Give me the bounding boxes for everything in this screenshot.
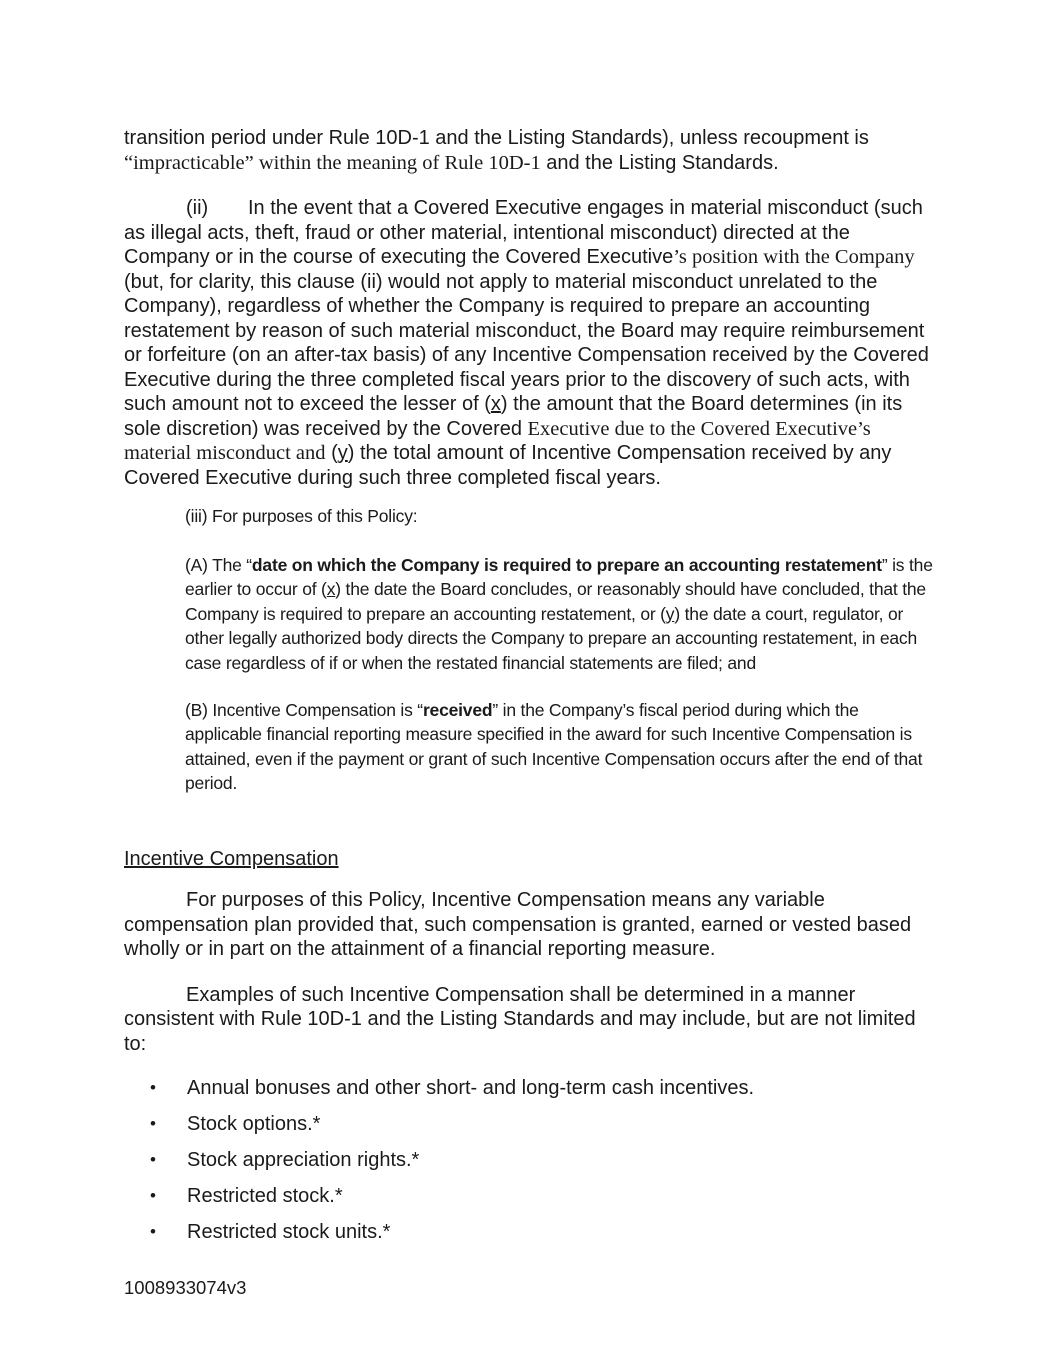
paragraph-for-purposes (124, 888, 931, 962)
text-run: ( (325, 442, 338, 464)
text-run: Incentive Compensation (124, 847, 339, 870)
text-run: “impracticable” within the meaning of Rule 10D-1 (124, 151, 541, 174)
text-run: received (422, 699, 493, 720)
text-run: ) the date a court, regulator, or other legally authorized body directs the Company to prepare an accounting restatement, in each case regardless of if or when the restated financial statements are filed; and (185, 603, 922, 673)
bullet-label (187, 1184, 931, 1209)
bullet-label (187, 1148, 931, 1173)
text-run: Examples of such Incentive Compensation shall be determined in a manner consistent with Rule 10D-1 and the Listing Standards and may include, but are not limited to: (124, 983, 922, 1055)
text-run: For purposes of this Policy, Incentive Compensation means any variable compensation plan provided that, such compensation is granted, earned or vested based wholly or in part on the attainment of a financial reporting measure. (124, 889, 917, 961)
text-run: date on which the Company is required to prepare an accounting restatement (251, 554, 882, 575)
text-run: Restricted stock units.* (187, 1221, 391, 1244)
text-run: Annual bonuses and other short- and long-term cash incentives. (187, 1077, 755, 1100)
text-run: x (326, 579, 336, 600)
text-run: (B) Incentive Compensation is “ (185, 699, 423, 720)
text-run: and the Listing Standards. (540, 151, 779, 174)
document-control-number: 1008933074v3 (124, 1277, 247, 1298)
document-body (124, 126, 938, 1256)
text-run: (iii) For purposes of this Policy: (185, 506, 418, 526)
bullet-stock-appreciation-rights (150, 1148, 931, 1173)
bullet-icon: • (150, 1114, 156, 1134)
text-run: ) the amount that the Board determines (in its sole discretion) was received by the Covered (124, 393, 908, 440)
bullet-restricted-stock (150, 1184, 931, 1209)
text-run: Restricted stock.* (187, 1185, 343, 1208)
bullet-annual-bonuses (150, 1076, 931, 1101)
text-run: ” is the earlier to occur of ( (185, 554, 938, 600)
paragraph-b (185, 698, 933, 796)
paragraph-transition (124, 126, 931, 175)
paragraph-a (185, 553, 938, 676)
text-run: x (490, 393, 501, 415)
bullet-label (187, 1112, 931, 1137)
text-run: y (665, 603, 675, 624)
text-run: transition period under Rule 10D-1 and the Listing Standards), unless recoupment is (124, 127, 875, 149)
bullet-icon: • (150, 1222, 156, 1242)
text-run: Executive due to the Covered Executive’s material misconduct and (124, 417, 876, 464)
bullet-stock-options (150, 1112, 931, 1137)
text-run: ) the date the Board concludes, or reasonably should have concluded, that the Company is required to prepare an accounting restatement, or ( (185, 579, 931, 624)
paragraph-iii (185, 504, 933, 529)
text-run: ’s position with the Company (673, 246, 915, 268)
text-run: y (337, 442, 348, 464)
text-run: (A) The “ (185, 554, 252, 575)
text-run: Stock options.* (187, 1113, 321, 1136)
text-run: Stock appreciation rights.* (187, 1149, 420, 1172)
bullet-label (187, 1076, 931, 1101)
bullet-label (187, 1220, 931, 1245)
heading-incentive-compensation (124, 847, 931, 872)
bullet-icon: • (150, 1150, 156, 1170)
text-run: ) the total amount of Incentive Compensation received by any Covered Executive during such three completed fiscal years. (124, 442, 897, 489)
bullet-restricted-stock-units (150, 1220, 931, 1245)
text-run: ” in the Company’s fiscal period during which the applicable financial reporting measure specified in the award for such Incentive Compensation is attained, even if the payment or grant of such Incentive Compensation occurs after the end of that period. (185, 699, 927, 794)
paragraph-ii (124, 196, 935, 490)
text-run: (ii) In the event that a Covered Executive engages in material misconduct (such as illegal acts, theft, fraud or other material, intentional misconduct) directed at the Company or in the course of executing the Covered Executive (124, 197, 929, 268)
paragraph-examples (124, 983, 931, 1057)
text-run: (but, for clarity, this clause (ii) would not apply to material misconduct unrelated to the Company), regardless of whether the Company is required to prepare an accounting restatement by reason of such material misconduct, the Board may require reimbursement or forfeiture (on an after-tax basis) of any Incentive Compensation received by the Covered Executive during the three completed fiscal years prior to the discovery of such acts, with such amount not to exceed the lesser of ( (124, 246, 935, 415)
bullet-icon: • (150, 1078, 156, 1098)
bullet-icon: • (150, 1186, 156, 1206)
